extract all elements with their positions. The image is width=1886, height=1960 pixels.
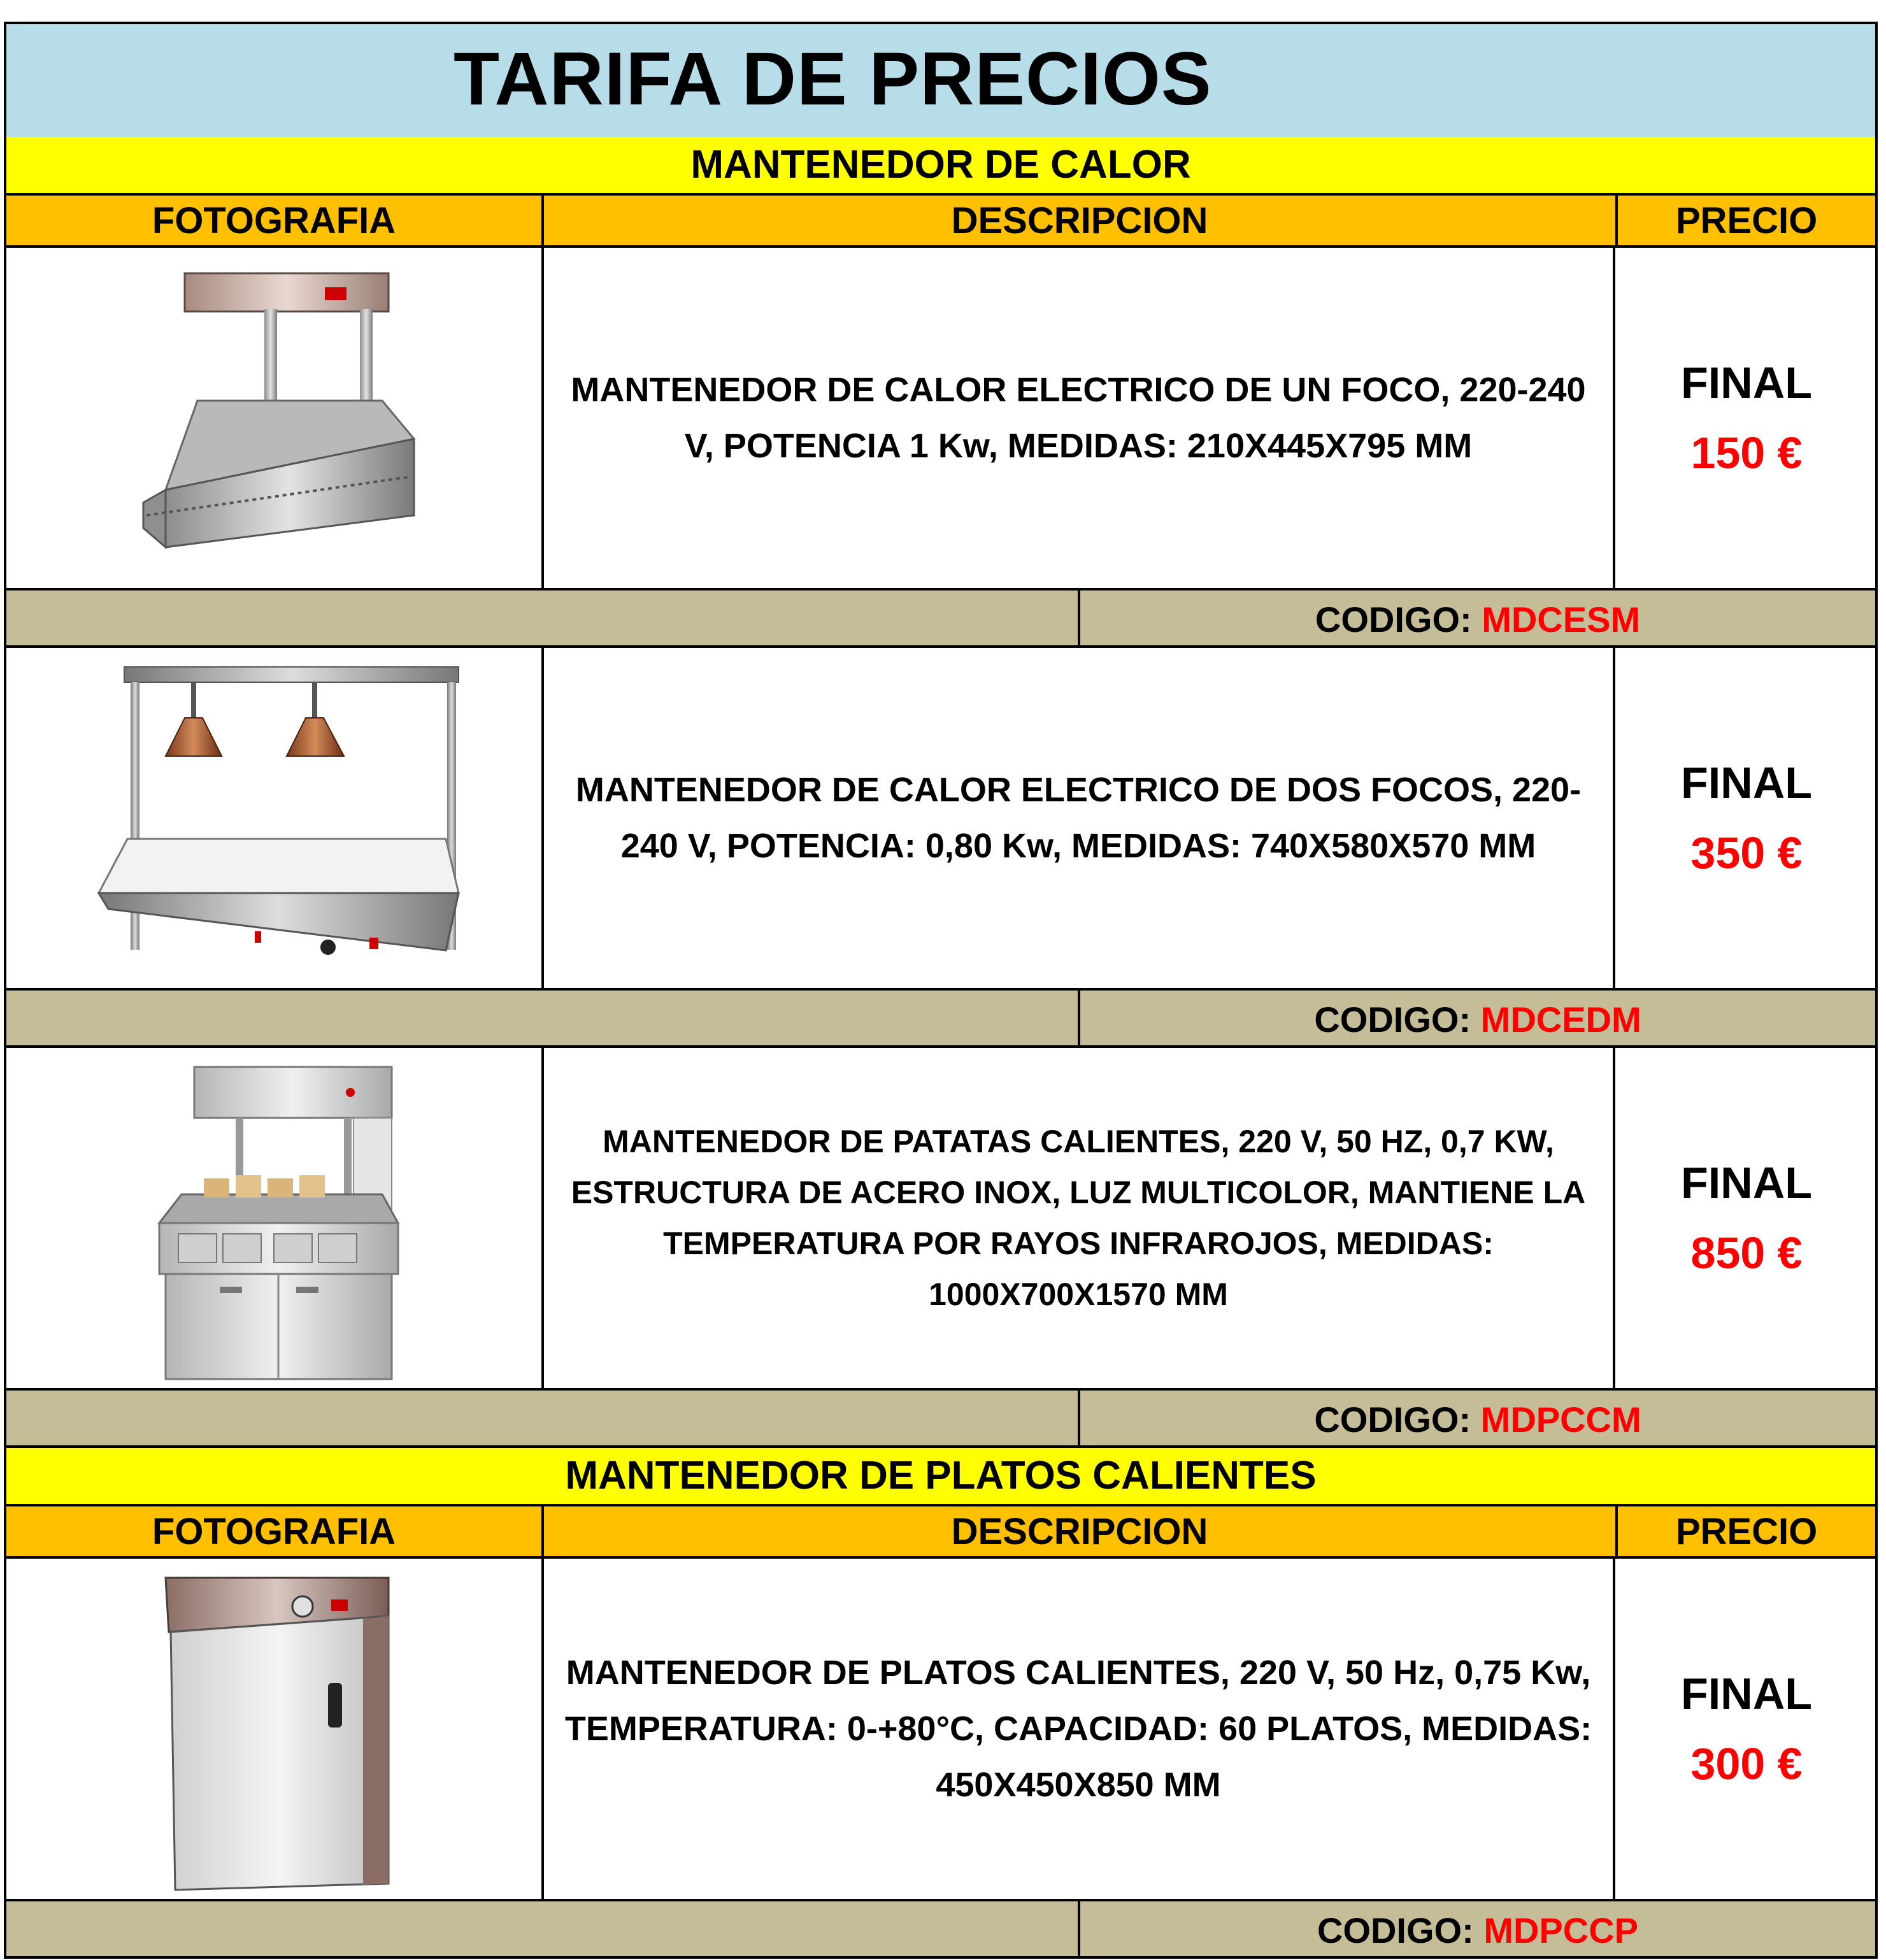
product-price (1618, 1048, 1875, 1388)
product-row (4, 1559, 1878, 1901)
column-headers-platos (4, 1504, 1878, 1559)
header-price: PRECIO (1675, 1511, 1818, 1552)
product-price (1618, 648, 1875, 988)
price-value: 350 € (1690, 828, 1803, 878)
product-code: CODIGO: MDPCCP (1317, 1910, 1638, 1950)
product-row (4, 648, 1878, 991)
single-lamp-heater-icon (6, 248, 541, 588)
product-price (1618, 248, 1875, 588)
price-value: 150 € (1690, 428, 1803, 478)
product-photo (6, 1559, 544, 1899)
price-label: FINAL (1680, 1669, 1813, 1719)
product-code-bar (4, 1901, 1878, 1959)
product-code-bar (4, 1391, 1878, 1448)
header-photo: FOTOGRAFIA (6, 1506, 544, 1556)
fries-warmer-icon (6, 1048, 541, 1388)
price-value: 850 € (1690, 1228, 1803, 1278)
price-value: 300 € (1690, 1739, 1803, 1789)
product-row (4, 1048, 1878, 1391)
header-price: PRECIO (1675, 200, 1818, 241)
price-label: FINAL (1680, 358, 1813, 408)
product-photo (6, 248, 544, 588)
product-description: MANTENEDOR DE CALOR ELECTRICO DE DOS FOCOS, 220-240 V, POTENCIA: 0,80 Kw, MEDIDAS: 740X580X570 MM (544, 648, 1615, 988)
section-header-calor: MANTENEDOR DE CALOR (4, 137, 1878, 193)
product-code-bar (4, 590, 1878, 648)
product-photo (6, 1048, 544, 1388)
product-code-bar (4, 991, 1878, 1048)
plate-warmer-cabinet-icon (6, 1559, 541, 1899)
header-photo: FOTOGRAFIA (6, 196, 544, 245)
price-label: FINAL (1680, 1158, 1813, 1208)
product-row (4, 248, 1878, 590)
page-title: TARIFA DE PRECIOS (454, 37, 1212, 121)
product-price (1618, 1559, 1875, 1899)
section-header-platos: MANTENEDOR DE PLATOS CALIENTES (4, 1448, 1878, 1504)
product-code: CODIGO: MDPCCM (1314, 1399, 1641, 1440)
product-photo (6, 648, 544, 988)
column-headers-calor (4, 193, 1878, 248)
header-description: DESCRIPCION (544, 196, 1618, 245)
title-bar (4, 22, 1878, 139)
header-description: DESCRIPCION (544, 1506, 1618, 1556)
product-code: CODIGO: MDCEDM (1314, 999, 1641, 1040)
product-code: CODIGO: MDCESM (1315, 599, 1641, 640)
product-description: MANTENEDOR DE PATATAS CALIENTES, 220 V, 50 HZ, 0,7 KW, ESTRUCTURA DE ACERO INOX, LUZ MULTICOLOR, MANTIENE LA TEMPERATURA POR RAYOS INFRAROJOS, MEDIDAS: 1000X700X1570 MM (544, 1048, 1615, 1388)
price-label: FINAL (1680, 758, 1813, 808)
product-description: MANTENEDOR DE PLATOS CALIENTES, 220 V, 50 Hz, 0,75 Kw, TEMPERATURA: 0-+80°C, CAPACIDAD: 60 PLATOS, MEDIDAS: 450X450X850 MM (544, 1559, 1615, 1899)
double-lamp-heater-icon (6, 648, 541, 988)
product-description: MANTENEDOR DE CALOR ELECTRICO DE UN FOCO, 220-240 V, POTENCIA 1 Kw, MEDIDAS: 210X445X795 MM (544, 248, 1615, 588)
